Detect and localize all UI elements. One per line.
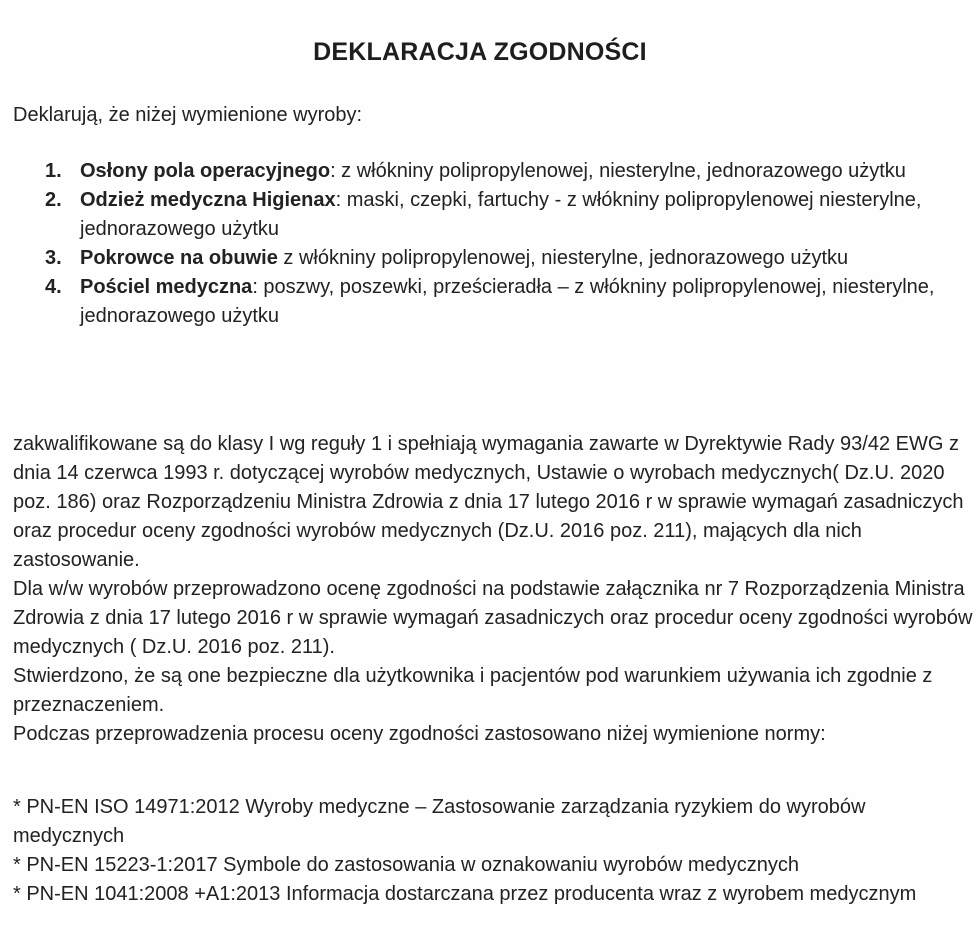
list-item-number: 1. (45, 160, 62, 182)
list-item (0, 273, 960, 331)
list-item-description: : maski, czepki, fartuchy - z włókniny polipropylenowej niesterylne, jednorazowego użytku (80, 189, 922, 240)
list-item-description: : z włókniny polipropylenowej, niesterylne, jednorazowego użytku (330, 160, 906, 182)
norm-item: * PN-EN ISO 14971:2012 Wyroby medyczne – Zastosowanie zarządzania ryzykiem do wyrobów medycznych (13, 796, 866, 847)
list-item-number: 4. (45, 276, 62, 298)
body-paragraph: zakwalifikowane są do klasy I wg reguły 1 i spełniają wymagania zawarte w Dyrektywie Rady 93/42 EWG z dnia 14 czerwca 1993 r. dotyczącej wyrobów medycznych, Ustawie o wyrobach medycznych( Dz.U. 2020 poz. 186) oraz Rozporządzeniu Ministra Zdrowia z dnia 17 lutego 2016 r w sprawie wymagań zasadniczych oraz procedur oceny zgodności wyrobów medycznych (Dz.U. 2016 poz. 211), mających dla nich zastosowanie. (13, 433, 964, 571)
norm-item: * PN-EN 1041:2008 +A1:2013 Informacja dostarczana przez producenta wraz z wyrobem medycznym (13, 883, 917, 905)
intro-text: Deklarują, że niżej wymienione wyroby: (13, 104, 363, 126)
list-item (0, 186, 960, 244)
norm-item: * PN-EN 15223-1:2017 Symbole do zastosowania w oznakowaniu wyrobów medycznych (13, 854, 799, 876)
body-paragraph: Podczas przeprowadzenia procesu oceny zgodności zastosowano niżej wymienione normy: (13, 723, 826, 745)
list-item-number: 3. (45, 247, 62, 269)
list-item (0, 244, 960, 273)
list-item-description: : poszwy, poszewki, prześcieradła – z włókniny polipropylenowej, niesterylne, jednorazowego użytku (80, 276, 935, 327)
product-list (0, 157, 980, 331)
norms-list (13, 793, 973, 909)
list-item-description: z włókniny polipropylenowej, niesterylne, jednorazowego użytku (277, 247, 849, 269)
list-item (0, 157, 960, 186)
list-item-name: Pokrowce na obuwie (80, 247, 278, 269)
body-paragraph: Dla w/w wyrobów przeprowadzono ocenę zgodności na podstawie załącznika nr 7 Rozporządzenia Ministra Zdrowia z dnia 17 lutego 2016 r w sprawie wymagań zasadniczych oraz procedur oceny zgodności wyrobów medycznych ( Dz.U. 2016 poz. 211). (13, 578, 973, 658)
list-item-name: Pościel medyczna (80, 276, 253, 298)
list-item-name: Osłony pola operacyjnego (80, 160, 331, 182)
list-item-number: 2. (45, 189, 62, 211)
declaration-body (13, 430, 973, 749)
body-paragraph: Stwierdzono, że są one bezpieczne dla użytkownika i pacjentów pod warunkiem używania ich zgodnie z przeznaczeniem. (13, 665, 933, 716)
document-title: DEKLARACJA ZGODNOŚCI (313, 38, 647, 66)
list-item-name: Odzież medyczna Higienax (80, 189, 336, 211)
